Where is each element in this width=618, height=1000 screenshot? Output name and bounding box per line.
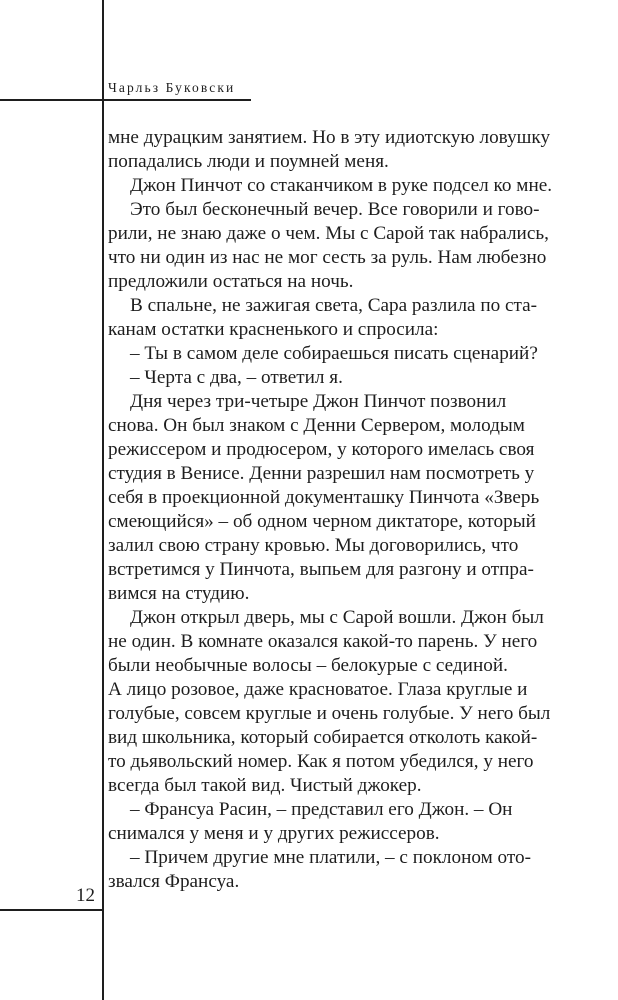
text-line: режиссером и продюсером, у которого имелась своя [108,439,535,460]
footer-rule [0,909,103,911]
text-line: канам остатки красненького и спросила: [108,319,439,340]
text-line: попадались люди и поумней меня. [108,151,389,172]
text-line: звался Франсуа. [108,871,240,892]
text-line: рили, не знаю даже о чем. Мы с Сарой так набрались, [108,223,549,244]
text-line: Джон открыл дверь, мы с Сарой вошли. Джон был [130,607,544,628]
text-line: вимся на студию. [108,583,250,604]
text-line: А лицо розовое, даже красноватое. Глаза круглые и [108,679,528,700]
text-line: Джон Пинчот со стаканчиком в руке подсел ко мне. [130,175,553,196]
text-line: В спальне, не зажигая света, Сара разлила по ста- [130,295,538,316]
vertical-margin-rule [102,0,104,1000]
text-line: – Франсуа Расин, – представил его Джон. – Он [130,799,513,820]
text-line: – Причем другие мне платили, – с поклоном ото- [130,847,531,868]
running-head-author: Чарльз Буковски [108,80,236,95]
text-line: снова. Он был знаком с Денни Сервером, молодым [108,415,525,436]
text-line: что ни один из нас не мог сесть за руль. Нам любезно [108,247,547,268]
text-line: голубые, совсем круглые и очень голубые. У него был [108,703,551,724]
text-line: не один. В комнате оказался какой-то парень. У него [108,631,538,652]
text-line: залил свою страну кровью. Мы договорились, что [108,535,519,556]
text-line: мне дурацким занятием. Но в эту идиотскую ловушку [108,127,551,148]
text-line: смеющийся» – об одном черном диктаторе, который [108,511,536,532]
text-line: Дня через три-четыре Джон Пинчот позвонил [130,391,507,412]
text-line: Это был бесконечный вечер. Все говорили и гово- [130,199,540,220]
text-line: – Черта с два, – ответил я. [130,367,343,388]
text-line: снимался у меня и у других режиссеров. [108,823,440,844]
text-line: – Ты в самом деле собираешься писать сценарий? [130,343,538,364]
page-number: 12 [76,885,95,906]
header-rule [0,99,251,101]
text-line: вид школьника, который собирается отколоть какой- [108,727,538,748]
text-line: студия в Венисе. Денни разрешил нам посмотреть у [108,463,535,484]
text-line: были необычные волосы – белокурые с сединой. [108,655,508,676]
text-line: встретимся у Пинчота, выпьем для разгону и отпра- [108,559,534,580]
text-line: всегда был такой вид. Чистый джокер. [108,775,422,796]
text-line: предложили остаться на ночь. [108,271,354,292]
text-line: то дьявольский номер. Как я потом убедился, у него [108,751,534,772]
text-line: себя в проекционной документашку Пинчота «Зверь [108,487,540,508]
